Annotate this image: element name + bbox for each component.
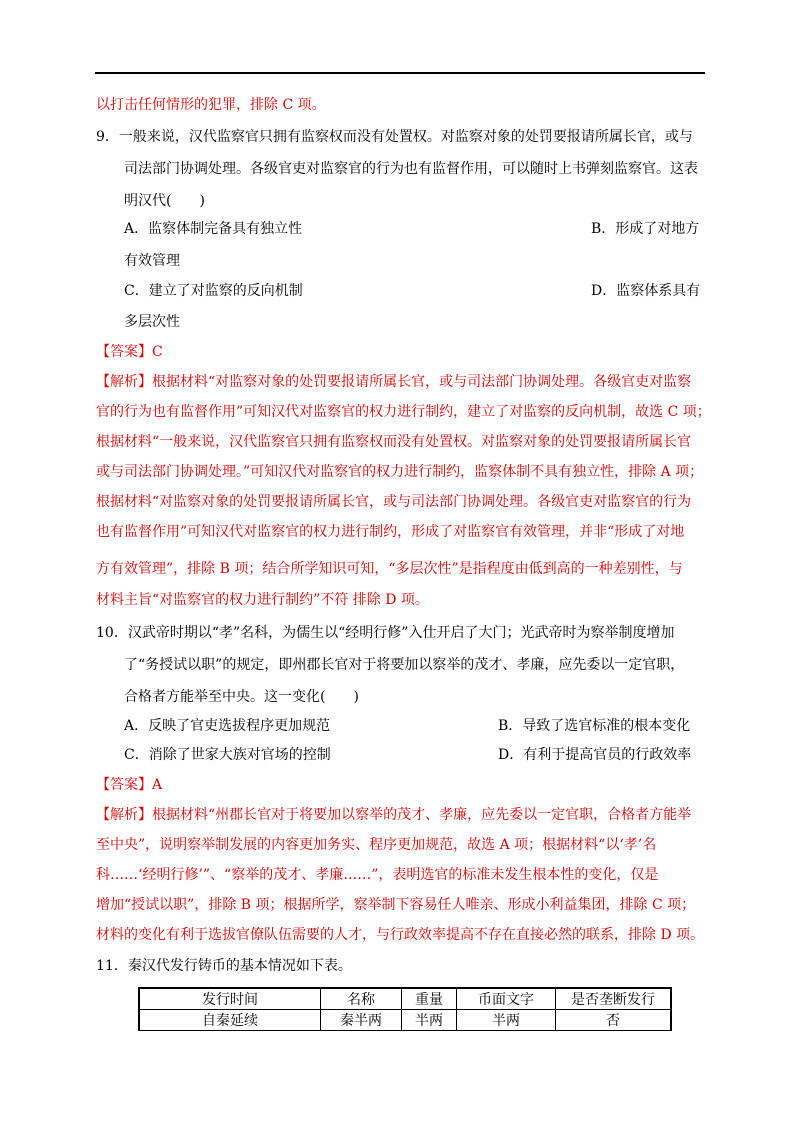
q9-option-a: A．监察体制完备具有独立性 [124, 221, 303, 237]
table-header-cell: 名称 [321, 988, 402, 1010]
q9-option-b-part1: B．形成了对地方 [591, 221, 700, 237]
table-cell: 半两 [457, 1010, 556, 1031]
q9-option-d-part1: D．监察体系具有 [591, 283, 701, 299]
q10-stem-line3: 合格者方能举至中央。这一变化( ) [124, 689, 359, 705]
q10-option-d: D．有利于提高官员的行政效率 [498, 747, 692, 763]
analysis-label: 【解析】 [96, 374, 152, 390]
answer-value: C [152, 344, 163, 360]
q9-analysis-line8: 材料主旨“对监察官的权力进行制约”不符 排除 D 项。 [96, 592, 429, 608]
analysis-label: 【解析】 [96, 807, 152, 823]
table-header-cell: 币面文字 [457, 988, 556, 1010]
q9-analysis-line5: 根据材料“对监察对象的处罚要报请所属长官，或与司法部门协调处理。各级官吏对监察官的行为 [96, 494, 692, 510]
answer-value: A [152, 777, 163, 793]
q10-analysis-line3: 科……‘经明行修’”、“察举的茂才、孝廉……”，表明选官的标准未发生根本性的变化，仅是 [96, 867, 659, 883]
q9-stem-line2: 司法部门协调处理。各级官吏对监察官的行为也有监督作用，可以随时上书弹刻监察官。这表 [124, 161, 698, 177]
answer-label: 【答案】 [96, 344, 152, 360]
q9-analysis-line7: 方有效管理”，排除 B 项；结合所学知识可知，“多层次性”是指程度由低到高的一种差别性，与 [96, 561, 683, 577]
q10-stem-line1: 10．汉武帝时期以“孝”名科，为儒生以“经明行修”入仕开启了大门；光武帝时为察举制度增加 [96, 625, 675, 641]
q9-answer [96, 343, 163, 361]
q9-option-d-part2: 多层次性 [124, 314, 180, 330]
answer-label: 【答案】 [96, 777, 152, 793]
q9-option-c: C．建立了对监察的反向机制 [124, 283, 303, 299]
table-row [139, 1010, 671, 1031]
header-rule [95, 72, 705, 74]
table-cell: 否 [556, 1010, 672, 1031]
q9-analysis-line2: 官的行为也有监督作用”可知汉代对监察官的权力进行制约，建立了对监察的反向机制，故选 C 项； [96, 404, 711, 420]
table-cell: 自秦延续 [139, 1010, 321, 1031]
q9-analysis-line4: 或与司法部门协调处理。”可知汉代对监察官的权力进行制约，监察体制不具有独立性，排除 A 项； [96, 464, 704, 480]
q10-answer [96, 776, 162, 794]
table-header-cell: 是否垄断发行 [556, 988, 672, 1010]
previous-analysis-tail: 以打击任何情形的犯罪，排除 C 项。 [96, 97, 326, 113]
q10-option-b: B．导致了选官标准的根本变化 [498, 718, 691, 734]
q9-stem-line3: 明汉代( ) [124, 193, 205, 209]
table-header-cell: 重量 [402, 988, 457, 1010]
q9-analysis-line3: 根据材料“一般来说，汉代监察官只拥有监察权而没有处置权。对监察对象的处罚要报请所属长官 [96, 434, 692, 450]
q9-analysis-line6: 也有监督作用”可知汉代对监察官的权力进行制约，形成了对监察官有效管理，并非“形成了对地 [96, 524, 685, 540]
q10-stem-line2: 了“务授试以职”的规定，即州郡长官对于将要加以察举的茂才、孝廉，应先委以一定官职， [124, 657, 685, 673]
q10-analysis-line5: 材料的变化有利于选拔官僚队伍需要的人才，与行政效率提高不存在直接必然的联系，排除 D 项。 [96, 927, 705, 943]
q9-analysis-line1: 【解析】根据材料“对监察对象的处罚要报请所属长官，或与司法部门协调处理。各级官吏对监察 [96, 374, 692, 390]
table-cell: 半两 [402, 1010, 457, 1031]
table-header-row [139, 988, 671, 1010]
q10-analysis-line2: 至中央”，说明察举制发展的内容更加务实、程序更加规范，故选 A 项；根据材料“以‘孝’名 [96, 837, 657, 853]
q10-option-a: A．反映了官吏选拔程序更加规范 [124, 718, 331, 734]
q9-stem-line1: 9．一般来说，汉代监察官只拥有监察权而没有处置权。对监察对象的处罚要报请所属长官，或与 [96, 129, 693, 145]
table-cell: 秦半两 [321, 1010, 402, 1031]
q10-option-c: C．消除了世家大族对官场的控制 [124, 747, 331, 763]
q9-option-b-part2: 有效管理 [124, 253, 180, 269]
q10-analysis-line1: 【解析】根据材料“州郡长官对于将要加以察举的茂才、孝廉，应先委以一定官职，合格者方能举 [96, 807, 692, 823]
table-header-cell: 发行时间 [139, 988, 321, 1010]
coin-table [138, 987, 672, 1031]
q11-stem: 11．秦汉代发行铸币的基本情况如下表。 [96, 958, 352, 974]
q10-analysis-line4: 增加“授试以职”，排除 B 项；根据所学，察举制下容易任人唯亲、形成小利益集团，排除 C 项； [96, 897, 696, 913]
